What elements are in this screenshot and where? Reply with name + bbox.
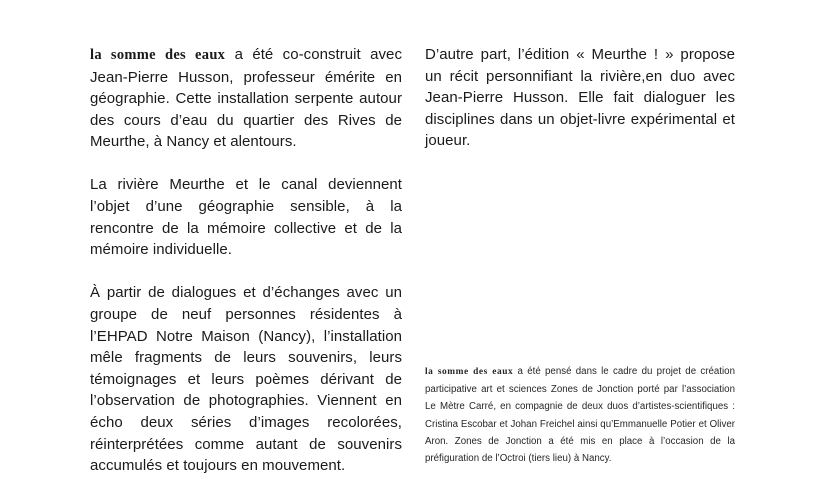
paragraph-riviere-body: La rivière Meurthe et le canal deviennent l’objet d’une géographie sensible, à la rencontre de la mémoire collective et de la mémoire individuelle.: [90, 176, 402, 259]
right-text-column: [425, 44, 735, 152]
bold-lead-in-title: la somme des eaux: [90, 47, 226, 63]
paragraph-intro: [90, 44, 402, 153]
paragraph-riviere: [90, 174, 402, 260]
paragraph-intro-body: a été co-construit avec Jean-Pierre Husson, professeur émérite en géographie. Cette installation serpente autour des cours d’eau du quartier des Rives de Meurthe, à Nancy et alentours.: [90, 46, 402, 151]
footnote-bold-lead-in-title: la somme des eaux: [425, 367, 514, 377]
paragraph-dialogues-body: À partir de dialogues et d’échanges avec un groupe de neuf personnes résidentes à l’EHPAD Notre Maison (Nancy), l’installation mêle fragments de leurs souvenirs, leurs témoignages et leurs poèmes dérivant de l’observation de photographies. Viennent en écho deux séries d’images recolorées, réinterprétées comme autant de souvenirs accumulés et toujours en mouvement.: [90, 284, 402, 475]
paragraph-edition: [425, 44, 735, 152]
paragraph-dialogues: [90, 282, 402, 476]
paragraph-edition-body: D’autre part, l’édition « Meurthe ! » propose un récit personnifiant la rivière,en duo avec Jean-Pierre Husson. Elle fait dialoguer les disciplines dans un objet-livre expérimental et joueur.: [425, 46, 735, 150]
left-text-column: [90, 44, 402, 477]
footnote-body: a été pensé dans le cadre du projet de création participative art et sciences Zones de Jonction porté par l’association Le Mètre Carré, en compagnie de deux duos d’artistes-scientifiques : Cristina Escobar et Johan Freichel ainsi qu’Emmanuelle Potier et Oliver Aron. Zones de Jonction a été mis en place à l’occasion de la préfiguration de l’Octroi (tiers lieu) à Nancy.: [425, 366, 736, 465]
footnote-credits: [425, 363, 735, 467]
